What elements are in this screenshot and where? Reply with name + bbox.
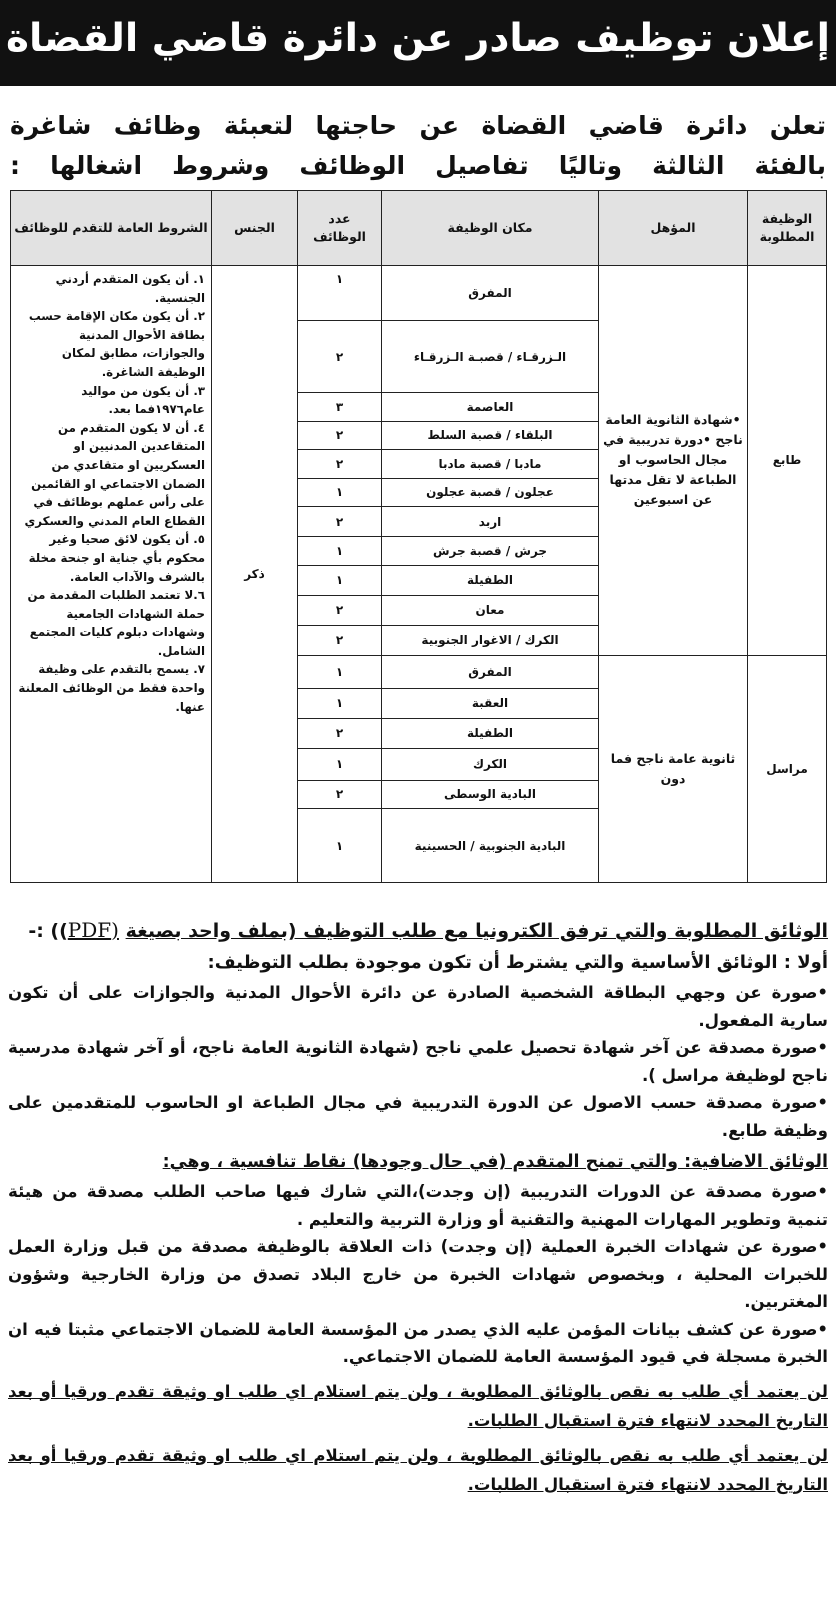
basic-document-item: •صورة مصدقة عن آخر شهادة تحصيل علمي ناجح (شهادة الثانوية العامة ناجح، أو آخر شهادة مدرسية ناجح لوظيفة مراسل ). <box>8 1038 828 1085</box>
title-banner <box>0 0 836 86</box>
location-cell: العاصمة <box>382 393 599 422</box>
condition-item: ٤. أن لا يكون المتقدم من المتقاعدين المدنيين او العسكريين او متقاعدي من الضمان الاجتماعي او القائمين على رأس عملهم بوظائف في القطاع العام المدني والعسكري <box>24 420 205 528</box>
location-cell: الكرك / الاغوار الجنوبية <box>382 625 599 655</box>
count-cell: ١ <box>298 748 382 780</box>
header-conditions: الشروط العامة للتقدم للوظائف <box>11 191 212 266</box>
basic-document-item: •صورة مصدقة حسب الاصول عن الدورة التدريبية في مجال الطباعة او الحاسوب للمتقدمين على وظيفة طابع. <box>8 1093 828 1140</box>
announcement-title: إعلان توظيف صادر عن دائرة قاضي القضاة <box>6 16 830 61</box>
count-cell: ١ <box>298 688 382 718</box>
intro-line-1: تعلن دائرة قاضي القضاة عن حاجتها لتعبئة وظائف شاغرة <box>10 111 826 140</box>
count-cell: ١ <box>298 565 382 595</box>
location-cell: جرش / قصبة جرش <box>382 537 599 566</box>
pdf-format-label: (PDF <box>67 918 119 942</box>
qualification-typist: •شهادة الثانوية العامة ناجح •دورة تدريبية في مجال الحاسوب او الطباعة لا تقل مدتها عن اسبوعين <box>599 266 748 656</box>
count-cell: ٢ <box>298 321 382 393</box>
additional-documents-heading: الوثائق الاضافية: والتي تمنح المتقدم (في حال وجودها) نقاط تنافسية ، وهي: <box>162 1152 828 1172</box>
intro-paragraph <box>10 106 826 186</box>
warning-notice: لن يعتمد أي طلب به نقص بالوثائق المطلوبة ، ولن يتم استلام اي طلب او وثيقة تقدم ورقيا أو بعد التاريخ المحدد لانتهاء فترة استقبال الطلبات. <box>8 1381 828 1430</box>
count-cell: ٢ <box>298 718 382 748</box>
condition-item: ٦.لا تعتمد الطلبات المقدمة من حملة الشهادات الجامعية وشهادات دبلوم كليات المجتمع الشامل. <box>27 588 205 658</box>
count-cell: ٢ <box>298 625 382 655</box>
location-cell: عجلون / قصبة عجلون <box>382 478 599 507</box>
table-header-row <box>11 191 827 266</box>
location-cell: البلقاء / قصبة السلط <box>382 421 599 450</box>
count-cell: ٢ <box>298 780 382 809</box>
count-cell: ٢ <box>298 507 382 537</box>
intro-line-2: بالفئة الثالثة وتاليًا تفاصيل الوظائف وشروط اشغالها : <box>10 151 826 180</box>
header-count: عدد الوظائف <box>298 191 382 266</box>
vacancies-table <box>10 190 827 883</box>
gender-cell: ذكر <box>212 266 298 883</box>
header-gender: الجنس <box>212 191 298 266</box>
location-cell: الـزرقـاء / قصبـة الـزرقـاء <box>382 321 599 393</box>
job-title-typist: طابع <box>748 266 827 656</box>
location-cell: اربد <box>382 507 599 537</box>
count-cell: ٢ <box>298 595 382 625</box>
additional-document-item: •صورة عن شهادات الخبرة العملية (إن وجدت) ذات العلاقة بالوظيفة مصدقة من قبل وزارة العمل للخبرات المحلية ، وبخصوص شهادات الخبرة من خارج البلاد تصدق من وزارة الخارجية وشؤون المغتربين. <box>8 1237 828 1311</box>
condition-item: ٥. أن يكون لائق صحيا وغير محكوم بأي جناية او جنحة مخلة بالشرف والآداب العامة. <box>28 532 205 584</box>
additional-document-item: •صورة عن كشف بيانات المؤمن عليه الذي يصدر من المؤسسة العامة للضمان الاجتماعي مثبتا فيه ان الخبرة مسجلة في قيود المؤسسة العامة للضمان الاجتماعي. <box>8 1319 828 1366</box>
additional-document-item: •صورة مصدقة عن الدورات التدريبية (إن وجدت)،التي شارك فيها صاحب الطلب مصدقة من هيئة تنمية وتطوير المهارات المهنية والتقنية أو وزارة التربية والتعليم . <box>8 1182 828 1229</box>
location-cell: الكرك <box>382 748 599 780</box>
location-cell: البادية الجنوبية / الحسينية <box>382 809 599 883</box>
condition-item: ١. أن يكون المتقدم أردني الجنسية. <box>55 272 205 305</box>
count-cell: ١ <box>298 809 382 883</box>
qualification-messenger: ثانوية عامة ناجح فما دون <box>599 655 748 883</box>
warning-notice: لن يعتمد أي طلب به نقص بالوثائق المطلوبة ، ولن يتم استلام اي طلب او وثيقة تقدم ورقيا أو بعد التاريخ المحدد لانتهاء فترة استقبال الطلبات. <box>8 1445 828 1494</box>
documents-heading <box>8 914 828 947</box>
documents-heading-text: الوثائق المطلوبة والتي ترفق الكترونيا مع طلب التوظيف (بملف واحد بصيغة <box>125 920 828 942</box>
location-cell: المفرق <box>382 655 599 688</box>
location-cell: الطفيلة <box>382 565 599 595</box>
count-cell: ٢ <box>298 450 382 479</box>
condition-item: ٧. يسمح بالتقدم على وظيفة واحدة فقط من الوظائف المعلنة عنها. <box>18 662 205 714</box>
job-title-messenger: مراسل <box>748 655 827 883</box>
location-cell: مادبا / قصبة مادبا <box>382 450 599 479</box>
location-cell: المفرق <box>382 266 599 321</box>
location-cell: البادية الوسطى <box>382 780 599 809</box>
documents-heading-end: )) :- <box>28 920 68 942</box>
documents-section <box>8 914 828 1499</box>
table-row <box>11 266 827 321</box>
location-cell: الطفيلة <box>382 718 599 748</box>
count-cell: ٢ <box>298 421 382 450</box>
header-job: الوظيفة المطلوبة <box>748 191 827 266</box>
count-cell: ١ <box>298 655 382 688</box>
condition-item: ٣. أن يكون من مواليد عام١٩٧٦فما بعد. <box>81 383 205 417</box>
basic-documents-heading: أولا : الوثائق الأساسية والتي يشترط أن تكون موجودة بطلب التوظيف: <box>207 952 828 973</box>
location-cell: العقبة <box>382 688 599 718</box>
count-cell: ٣ <box>298 393 382 422</box>
location-cell: معان <box>382 595 599 625</box>
header-location: مكان الوظيفة <box>382 191 599 266</box>
count-cell: ١ <box>298 537 382 566</box>
count-cell: ١ <box>298 266 382 321</box>
basic-document-item: •صورة عن وجهي البطاقة الشخصية الصادرة عن دائرة الأحوال المدنية والجوازات على أن تكون سارية المفعول. <box>8 983 828 1030</box>
header-qualification: المؤهل <box>599 191 748 266</box>
conditions-cell <box>11 266 212 883</box>
condition-item: ٢. أن يكون مكان الإقامة حسب بطاقة الأحوال المدنية والجوازات، مطابق لمكان الوظيفة الشاغرة. <box>28 309 205 379</box>
count-cell: ١ <box>298 478 382 507</box>
